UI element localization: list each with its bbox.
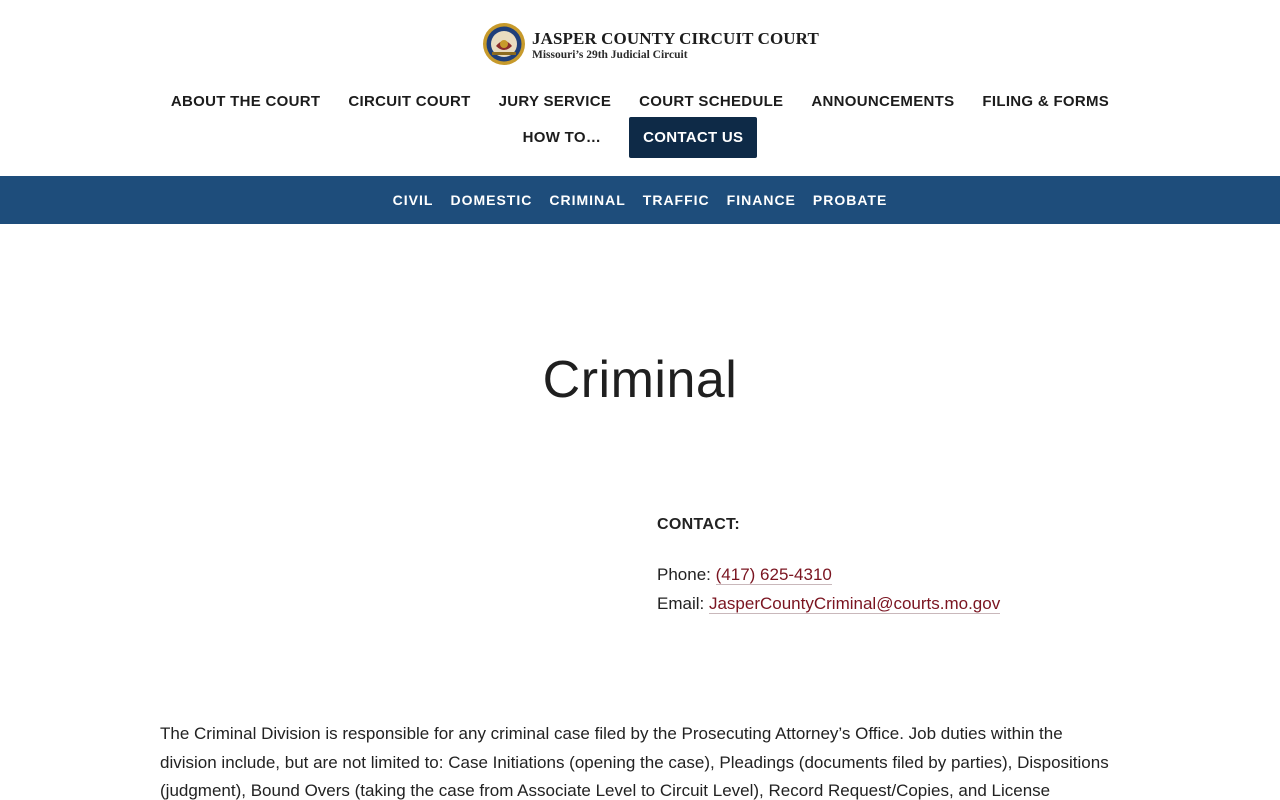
missouri-seal-icon <box>482 22 526 66</box>
nav-announcements[interactable]: ANNOUNCEMENTS <box>811 92 955 110</box>
phone-line <box>657 560 1000 589</box>
division-subnav <box>0 176 1280 224</box>
subnav-traffic[interactable]: TRAFFIC <box>642 192 710 208</box>
site-logo[interactable] <box>482 22 819 66</box>
contact-heading: CONTACT: <box>657 516 740 533</box>
subnav-probate[interactable]: PROBATE <box>812 192 888 208</box>
email-link[interactable]: JasperCountyCriminal@courts.mo.gov <box>708 594 1001 613</box>
contact-block <box>657 516 1000 618</box>
nav-jury-service[interactable]: JURY SERVICE <box>498 92 612 110</box>
nav-filing-forms[interactable]: FILING & FORMS <box>982 92 1110 110</box>
page-title: Criminal <box>542 351 738 409</box>
site-subtitle: Missouri’s 29th Judicial Circuit <box>532 49 688 62</box>
email-label: Email: <box>657 594 705 613</box>
nav-court-schedule[interactable]: COURT SCHEDULE <box>639 92 784 110</box>
subnav-domestic[interactable]: DOMESTIC <box>450 192 533 208</box>
nav-about-the-court[interactable]: ABOUT THE COURT <box>170 92 321 110</box>
email-line <box>657 589 1000 618</box>
main-navigation <box>0 88 1280 158</box>
phone-link[interactable]: (417) 625-4310 <box>715 565 832 584</box>
subnav-civil[interactable]: CIVIL <box>392 192 434 208</box>
site-title: JASPER COUNTY CIRCUIT COURT <box>532 29 819 49</box>
contact-us-button[interactable]: CONTACT US <box>629 117 757 158</box>
nav-how-to[interactable]: HOW TO… <box>522 129 602 146</box>
subnav-criminal[interactable]: CRIMINAL <box>549 192 626 208</box>
nav-circuit-court[interactable]: CIRCUIT COURT <box>348 92 471 110</box>
phone-label: Phone: <box>657 565 711 584</box>
subnav-finance[interactable]: FINANCE <box>726 192 796 208</box>
division-description: The Criminal Division is responsible for any criminal case filed by the Prosecuting Attorney’s Office. Job duties within the division include, but are not limited to: Case Initiations (opening the case), Pleadings (documents filed by parties), Dispositions (judgment), Bound Overs (taking the case from Associate Level to Circuit Level), Record Request/Copies, and License <box>160 724 1109 800</box>
